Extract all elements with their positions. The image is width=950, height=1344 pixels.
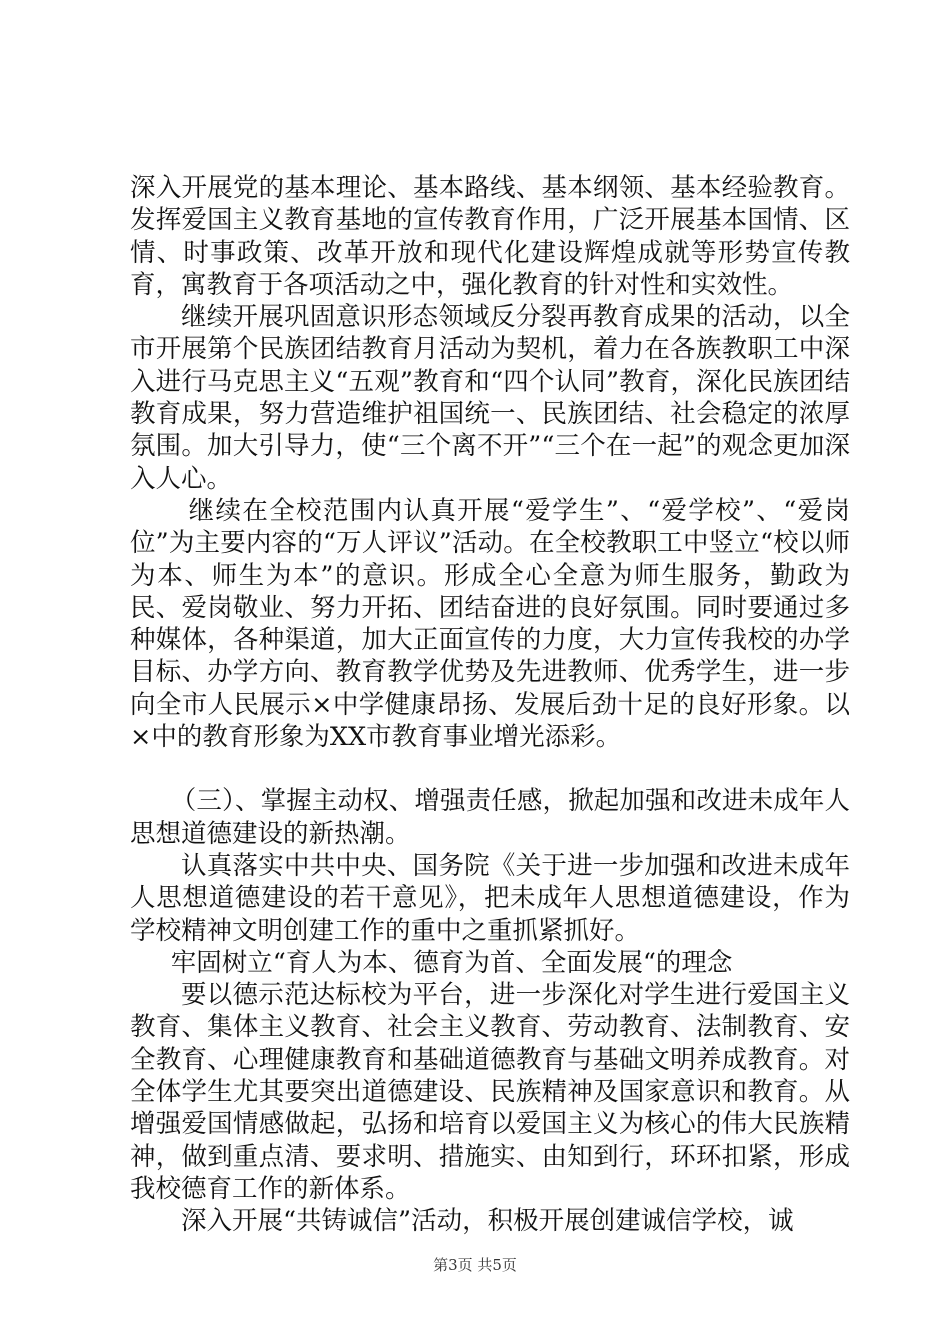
page-footer: 第3页 共5页 (433, 1256, 517, 1274)
paragraph-implementation: 认真落实中共中央、国务院《关于进一步加强和改进未成年人思想道德建设的若干意见》，把未成年人思想道德建设，作为学校精神文明创建工作的重中之重抓紧抓好。 (130, 850, 850, 946)
paragraph-integrity: 深入开展“共铸诚信”活动，积极开展创建诚信学校，诚 (181, 1206, 794, 1237)
document-body (130, 172, 850, 1238)
paragraph-ethnic-unity: 继续开展巩固意识形态领域反分裂再教育成果的活动，以全市开展第个民族团结教育月活动为契机，着力在各族教职工中深入进行马克思主义“五观”教育和“四个认同”教育，深化民族团结教育成果，努力营造维护祖国统一、民族团结、社会稳定的浓厚氛围。加大引导力，使“三个离不开”“三个在一起”的观念更加深入人心。 (130, 302, 850, 494)
paragraph-basic-theory: 深入开展党的基本理论、基本路线、基本纲领、基本经验教育。发挥爱国主义教育基地的宣传教育作用，广泛开展基本国情、区情、时事政策、改革开放和现代化建设辉煌成就等形势宣传教育，寓教育于各项活动之中，强化教育的针对性和实效性。 (130, 173, 850, 300)
paragraph-evaluation-activity: 继续在全校范围内认真开展“爱学生”、“爱学校”、“爱岗位”为主要内容的“万人评议”活动。在全校教职工中竖立“校以师为本、师生为本”的意识。形成全心全意为师生服务，勤政为民、爱岗敬业、努力开拓、团结奋进的良好氛围。同时要通过多种媒体，各种渠道，加大正面宣传的力度，大力宣传我校的办学目标、办学方向、教育教学优势及先进教师、优秀学生，进一步向全市人民展示×中学健康昂扬、发展后劲十足的良好形象。以×中的教育形象为XX市教育事业增光添彩。 (130, 495, 850, 753)
section-heading-three: （三）、掌握主动权、增强责任感，掀起加强和改进未成年人思想道德建设的新热潮。 (130, 786, 850, 849)
paragraph-moral-education: 要以德示范达标校为平台，进一步深化对学生进行爱国主义教育、集体主义教育、社会主义教育、劳动教育、法制教育、安全教育、心理健康教育和基础道德教育与基础文明养成教育。对全体学生尤其要突出道德建设、民族精神及国家意识和教育。从增强爱国情感做起，弘扬和培育以爱国主义为核心的伟大民族精神，做到重点清、要求明、措施实、由知到行，环环扣紧，形成我校德育工作的新体系。 (130, 980, 850, 1204)
paragraph-spacer (130, 753, 850, 785)
paragraph-philosophy: 牢固树立“育人为本、德育为首、全面发展“的理念 (170, 947, 733, 978)
